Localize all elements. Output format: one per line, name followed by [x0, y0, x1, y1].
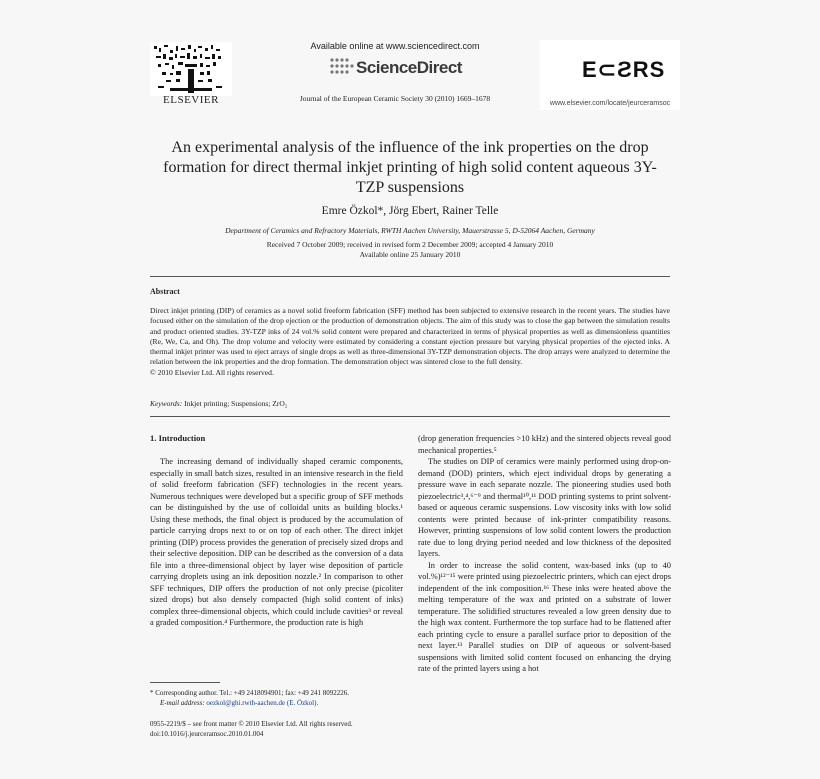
divider-abstract — [150, 416, 670, 417]
sciencedirect-logo-text: ScienceDirect — [356, 58, 462, 77]
body-column-right — [418, 433, 671, 675]
doi-link[interactable]: doi:10.1016/j.jeurceramsoc.2010.01.004 — [150, 730, 264, 738]
divider-top — [150, 276, 670, 277]
society-logo: E⊂ƧRS — [582, 57, 666, 82]
email-label: E-mail address: — [160, 698, 205, 707]
publisher-name: ELSEVIER — [163, 94, 219, 106]
author-affiliation: Department of Ceramics and Refractory Materials, RWTH Aachen University, Mauerstrasse 5, D-52064 Aachen, Germany — [225, 226, 595, 235]
article-authors: Emre Özkol*, Jörg Ebert, Rainer Telle — [321, 205, 499, 217]
article-dates — [150, 240, 670, 260]
paragraph: The studies on DIP of ceramics were mainly performed using drop-on-demand (DOD) printers, which eject individual drops by generating a pressure wave in each separate nozzle. The pioneering studies used both piezoelectric³,⁴,⁶⁻⁹ and thermal¹⁰,¹¹ DOD printing systems to print solvent-based or aqueous ceramic suspensions. Low viscosity inks with low solid contents were printed because of ink-printer compatibility reasons. However, printing suspensions of low solid content lowers the production rate due to long drying period needed and low thickness of the deposited layers. — [418, 457, 671, 558]
footnote — [150, 689, 403, 708]
available-online-text: Available online at www.sciencedirect.com — [310, 41, 480, 51]
abstract-heading: Abstract — [150, 287, 180, 296]
available-date: Available online 25 January 2010 — [359, 250, 461, 259]
section-heading-introduction: 1. Introduction — [150, 433, 206, 443]
society-url: www.elsevier.com/locate/jeurceramsoc — [549, 100, 671, 107]
paragraph-continuation: (drop generation frequencies >10 kHz) and the sintered objects reveal good mechanical properties.⁵ — [418, 434, 671, 455]
abstract-text: Direct inkjet printing (DIP) of ceramics as a novel solid freeform fabrication (SFF) method has been subjected to extensive research in the recent years. The studies have focused either on the simulation of the drop ejection or the production of demonstration objects. The aim of this study was to close the gap between the simulation results and product oriented studies. 3Y-TZP inks of 24 vol.% solid content were prepared and characterized in terms of physical properties as well as dimensionless quantities (Re, We, Ca, and Oh). The drop volume and velocity were estimated by considering a constant ejection pressure but varying physical properties of the ejected inks. A thermal inkjet printer was used to eject arrays of single drops as well as three-dimensional 3Y-TZP demonstration objects. The drop arrays were analyzed to determine the relation between the ink properties and the drop formation. The demonstration object was sintered close to the full density. — [150, 306, 670, 367]
keywords-line — [150, 399, 670, 408]
received-dates: Received 7 October 2009; received in revised form 2 December 2009; accepted 4 January 2010 — [266, 240, 554, 249]
keywords-label: Keywords: — [150, 399, 183, 408]
corresponding-author: * Corresponding author. Tel.: +49 2418094901; fax: +49 241 8092226. — [150, 689, 349, 697]
paragraph: The increasing demand of individually shaped ceramic components, especially in small batch sizes, resulted in an intensive research in the field of solid freeform fabrication (SFF) technologies in the recent years. Numerous techniques were developed but a specific group of SFF methods can be distinguished by the use of colloidal units as building blocks.¹ Using these methods, the final object is produced by the accumulation of particle carrying drops next to or on top of each other. The direct inkjet printing (DIP) process provides the generation of precisely sized drops and their selective deposition. DIP can be described as the conversion of a data file into a three-dimensional object by layer wise deposition of particle carrying droplets using an ink deposition nozzle.² In comparison to other SFF techniques, DIP offers the production of not only precise (picoliter sized drops) but also densely compacted (high solid content of inks) complex three-dimensional objects, which could include cavities³ or reveal a graded composition.⁴ Furthermore, the production rate is high — [150, 457, 403, 627]
email-line — [150, 699, 403, 709]
footer — [150, 719, 403, 739]
paragraph: In order to increase the solid content, wax-based inks (up to 40 vol.%)¹²⁻¹⁵ were printed using piezoelectric printers, which can eject drops independent of the ink composition.¹⁶ These inks were heated above the melting temperature of the wax and printed on a substrate of lower temperature. The solidified structures revealed a low green density due to the high wax content. Furthermore the top surface had to be flattened after each printing cycle to ensure a parallel surface prior to deposition of the next layer.¹³ Parallel studies on DIP of aqueous or solvent-based suspensions with limited solid content focused on enhancing the drying rate of the printed layers using a hot — [418, 560, 671, 673]
article-title: An experimental analysis of the influence of the ink properties on the drop formation for direct thermal inkjet printing of high solid content aqueous 3Y-TZP suspensions — [163, 139, 657, 196]
abstract-body — [150, 306, 670, 378]
sciencedirect-logo-icon — [328, 56, 354, 76]
body-column-left — [150, 456, 403, 629]
abstract-copyright: © 2010 Elsevier Ltd. All rights reserved. — [150, 367, 274, 377]
footnote-rule — [150, 682, 220, 683]
keywords-list: Inkjet printing; Suspensions; ZrO₂ — [184, 399, 288, 408]
journal-reference: Journal of the European Ceramic Society 30 (2010) 1669–1678 — [299, 94, 491, 103]
email-link[interactable]: oezkol@ghi.rwth-aachen.de (E. Özkol). — [206, 698, 319, 707]
issn-line: 0955-2219/$ – see front matter © 2010 Elsevier Ltd. All rights reserved. — [150, 720, 353, 728]
